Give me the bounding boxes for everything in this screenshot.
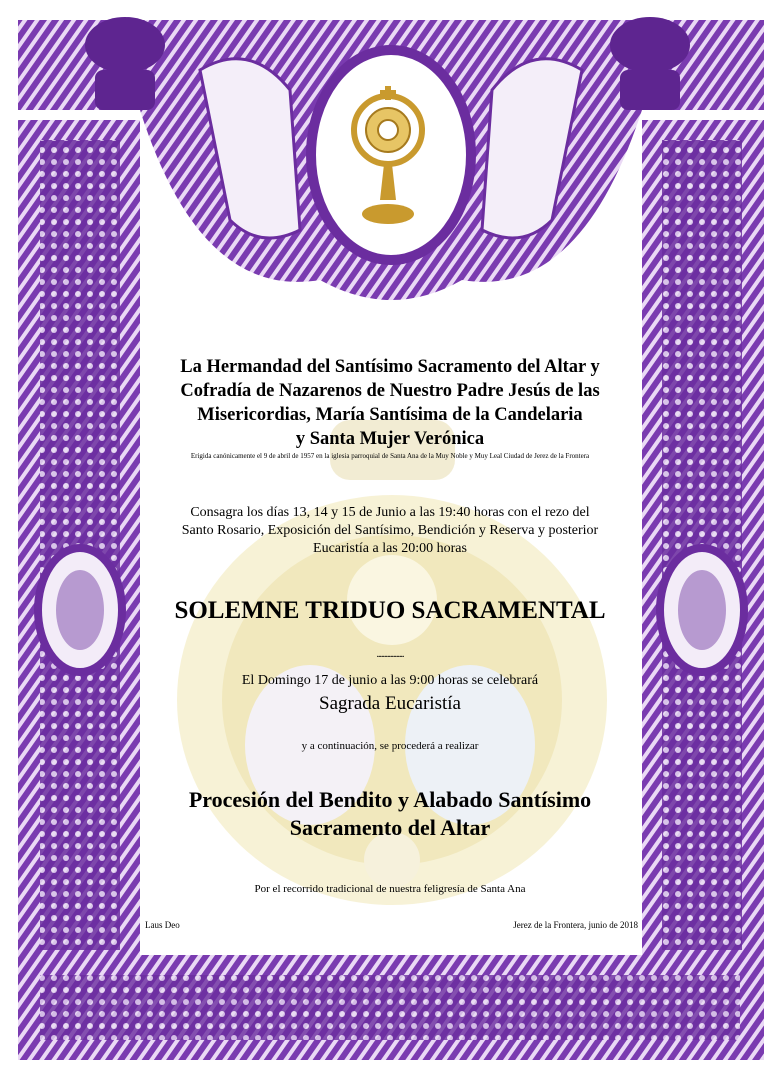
heading-line: La Hermandad del Santísimo Sacramento del Altar y	[180, 357, 600, 377]
procession-line: Sacramento del Altar	[289, 815, 491, 840]
procession-title	[140, 786, 640, 842]
procession-line: Procesión del Bendito y Alabado Santísimo	[188, 787, 592, 812]
triduo-title: SOLEMNE TRIDUO SACRAMENTAL	[174, 597, 606, 624]
central-oval	[311, 50, 471, 260]
place-date: Jerez de la Frontera, junio de 2018	[513, 920, 638, 930]
heading-line: y Santa Mujer Verónica	[295, 429, 485, 449]
sunday-note: El Domingo 17 de junio a las 9:00 horas se celebrará	[241, 673, 539, 688]
founding-note: Erigida canónicamente el 9 de abril de 1957 en la iglesia parroquial de Santa Ana de la Muy Noble y Muy Leal Ciudad de Jerez de la Frontera	[190, 452, 590, 460]
schedule-line: Consagra los días 13, 14 y 15 de Junio a las 19:40 horas con el rezo del	[190, 505, 590, 520]
triduo-schedule	[150, 504, 630, 558]
brotherhood-heading	[150, 355, 630, 451]
separator: ..................	[376, 649, 404, 660]
heading-line: Cofradía de Nazarenos de Nuestro Padre Jesús de las	[180, 381, 600, 401]
heading-line: Misericordias, María Santísima de la Candelaria	[197, 405, 583, 425]
schedule-line: Santo Rosario, Exposición del Santísimo, Bendición y Reserva y posterior	[181, 523, 599, 538]
poster-text	[145, 300, 638, 940]
mass-title: Sagrada Eucaristía	[319, 693, 461, 714]
route-note: Por el recorrido tradicional de nuestra feligresía de Santa Ana	[254, 883, 526, 895]
laus-deo: Laus Deo	[145, 920, 180, 930]
schedule-line: Eucaristía a las 20:00 horas	[313, 541, 467, 556]
continuation-note: y a continuación, se procederá a realizar	[301, 740, 479, 752]
